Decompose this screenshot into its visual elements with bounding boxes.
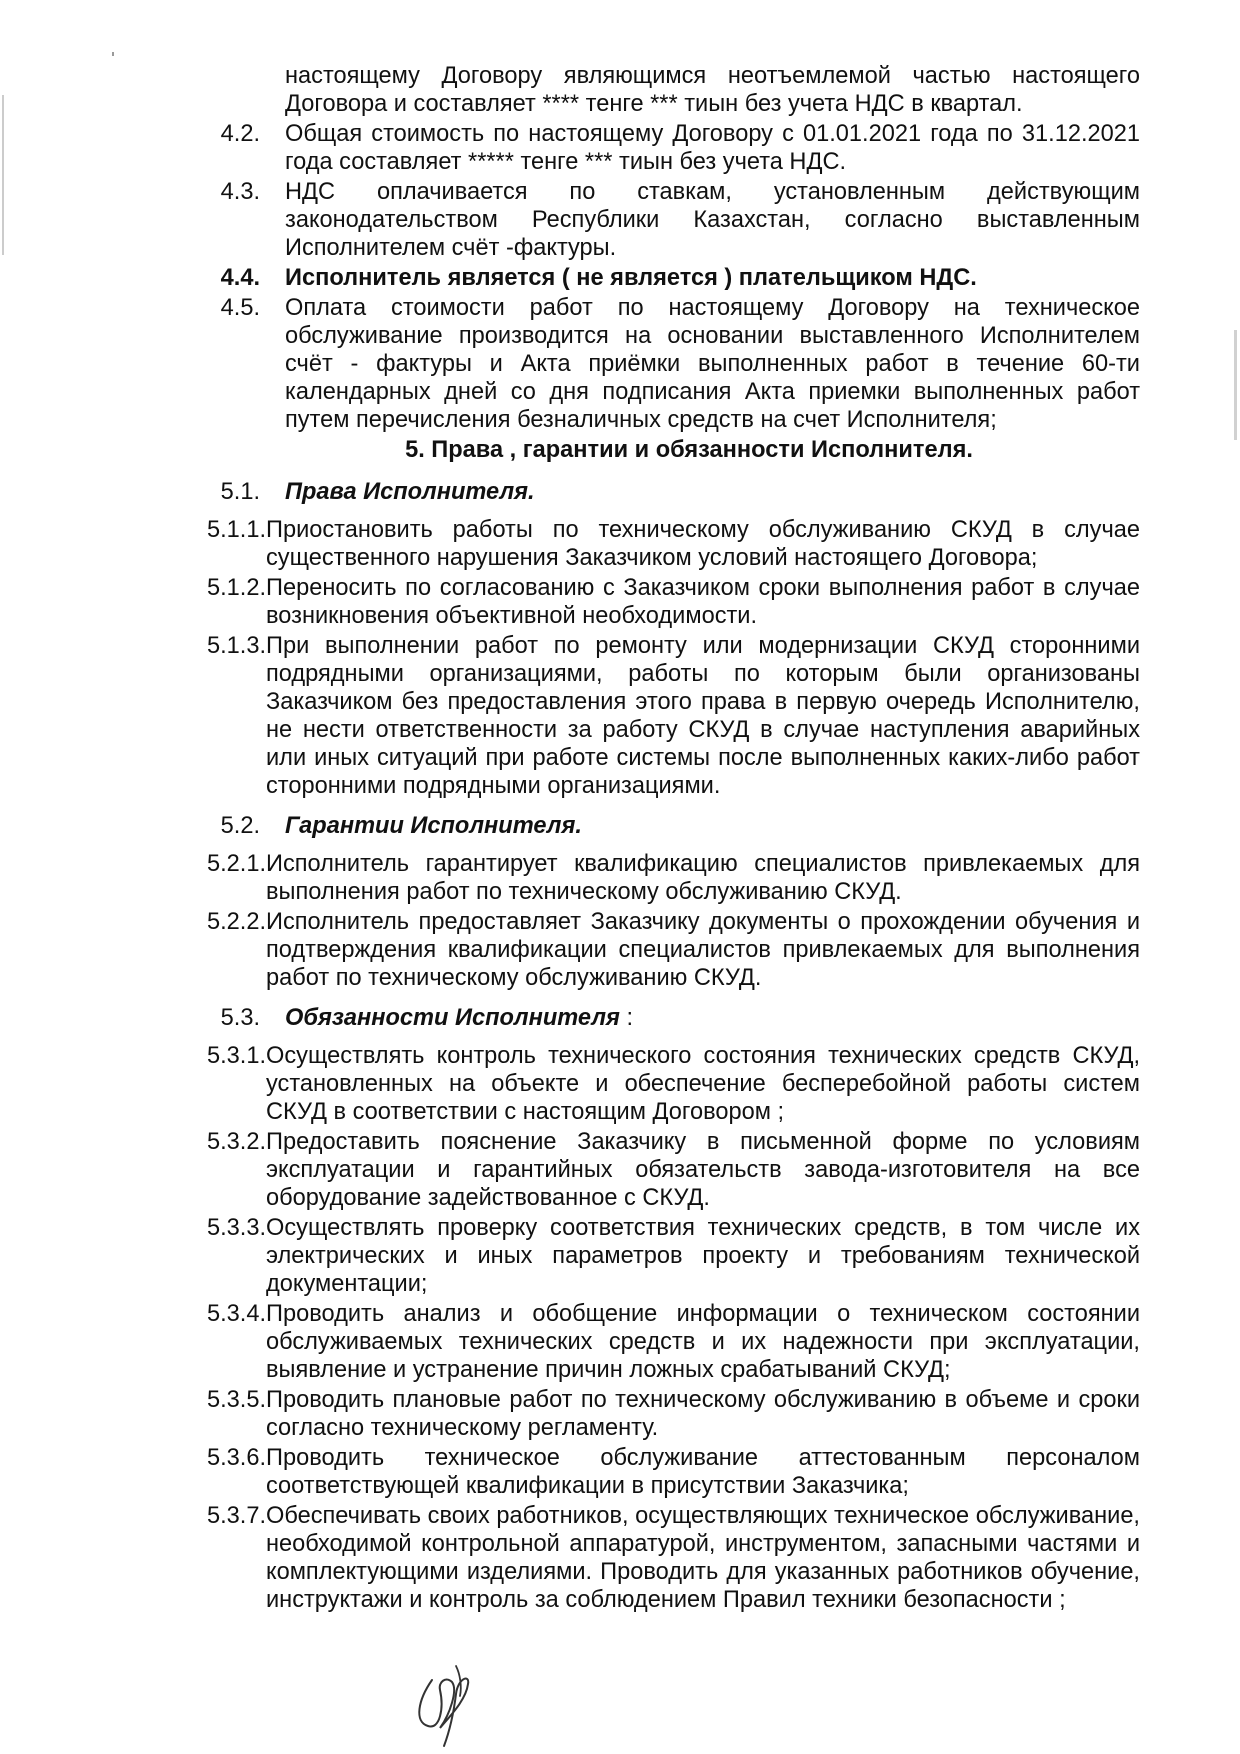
continuation-paragraph: настоящему Договору являющимся неотъемлемой частью настоящего Договора и составляет **** тенге *** тиын без учета НДС в квартал. — [285, 63, 1140, 117]
document-body — [180, 62, 1140, 1616]
clause-text: Проводить анализ и обобщение информации о техническом состоянии обслуживаемых технических средств и их надежности при эксплуатации, выявление и устранение причин ложных срабатываний СКУД; — [266, 1301, 1140, 1383]
clause-number: 5.3.4. — [206, 1301, 266, 1327]
clause-number: 5.1.1. — [206, 517, 266, 543]
clause-4-2 — [180, 120, 1140, 176]
subsection-title: Гарантии Исполнителя. — [285, 813, 582, 839]
scan-dot — [112, 52, 114, 56]
scan-edge-mark-left — [2, 95, 4, 255]
handwritten-initials-signature — [410, 1660, 480, 1750]
clause-number: 4.5. — [220, 295, 260, 321]
clause-number: 5.3.7. — [206, 1503, 266, 1529]
clause-text: Общая стоимость по настоящему Договору с 01.01.2021 года по 31.12.2021 года составляет ***** тенге *** тиын без учета НДС. — [285, 121, 1140, 175]
clause-text: При выполнении работ по ремонту или модернизации СКУД сторонними подрядными организациями, работы по которым были организованы Заказчиком без предоставления этого права в первую очередь Исполнителю, не нести ответственности за работу СКУД в случае наступления аварийных или иных ситуаций при работе системы после выполненных каких-либо работ сторонними подрядными организациями. — [266, 633, 1140, 799]
clause-5-1-1 — [180, 516, 1140, 572]
subsection-title-suffix: : — [619, 1005, 634, 1031]
clause-text: Приостановить работы по техническому обслуживанию СКУД в случае существенного нарушения Заказчиком условий настоящего Договора; — [266, 517, 1140, 571]
scan-edge-mark-right — [1234, 330, 1237, 440]
clause-number: 5.2.2. — [206, 909, 266, 935]
clause-text: Исполнитель гарантирует квалификацию специалистов привлекаемых для выполнения работ по техническому обслуживанию СКУД. — [266, 851, 1140, 905]
clause-text: Исполнитель является ( не является ) плательщиком НДС. — [285, 265, 977, 291]
clause-number: 4.4. — [220, 265, 260, 291]
clause-number: 4.2. — [220, 121, 260, 147]
clause-number: 5.3.5. — [206, 1387, 266, 1413]
clause-text: Исполнитель предоставляет Заказчику документы о прохождении обучения и подтверждения квалификации специалистов привлекаемых для выполнения работ по техническому обслуживанию СКУД. — [266, 909, 1140, 991]
clause-4-5 — [180, 294, 1140, 434]
clause-5-3-5 — [180, 1386, 1140, 1442]
clause-5-3-2 — [180, 1128, 1140, 1212]
clause-number: 5.1.2. — [206, 575, 266, 601]
section-5-heading: 5. Права , гарантии и обязанности Исполнителя. — [405, 437, 973, 463]
clause-number: 4.3. — [220, 179, 260, 205]
clause-number: 5.3.1. — [206, 1043, 266, 1069]
clause-number: 5.3.3. — [206, 1215, 266, 1241]
clause-5-3-7 — [180, 1502, 1140, 1614]
clause-text: Оплата стоимости работ по настоящему Договору на техническое обслуживание производится на основании выставленного Исполнителем счёт - фактуры и Акта приёмки выполненных работ в течение 60-ти календарных дней со дня подписания Акта приемки выполненных работ путем перечисления безналичных средств на счет Исполнителя; — [285, 295, 1140, 433]
clause-text: Предоставить пояснение Заказчику в письменной форме по условиям эксплуатации и гарантийных обязательств завода-изготовителя на все оборудование задействованное с СКУД. — [266, 1129, 1140, 1211]
clause-5-3-4 — [180, 1300, 1140, 1384]
clause-5-2-2 — [180, 908, 1140, 992]
clause-number: 5.2.1. — [206, 851, 266, 877]
clause-text: Проводить техническое обслуживание аттестованным персоналом соответствующей квалификации в присутствии Заказчика; — [266, 1445, 1140, 1499]
clause-text: Проводить плановые работ по техническому обслуживанию в объеме и сроки согласно техническому регламенту. — [266, 1387, 1140, 1441]
clause-5-2-1 — [180, 850, 1140, 906]
subsection-title: Обязанности Исполнителя — [285, 1005, 620, 1031]
clause-number: 5.1.3. — [206, 633, 266, 659]
clause-5-3-1 — [180, 1042, 1140, 1126]
clause-text: Обеспечивать своих работников, осуществляющих техническое обслуживание, необходимой контрольной аппаратурой, инструментом, запасными частями и комплектующими изделиями. Проводить для указанных работников обучение, инструктажи и контроль за соблюдением Правил техники безопасности ; — [266, 1503, 1140, 1613]
clause-text: Осуществлять контроль технического состояния технических средств СКУД, установленных на объекте и обеспечение бесперебойной работы систем СКУД в соответствии с настоящим Договором ; — [266, 1043, 1140, 1125]
clause-4-4 — [180, 264, 1140, 292]
clause-text: Осуществлять проверку соответствия технических средств, в том числе их электрических и иных параметров проекту и требованиям технической документации; — [266, 1215, 1140, 1297]
subsection-5-2-heading — [180, 812, 1140, 840]
clause-5-3-6 — [180, 1444, 1140, 1500]
clause-5-1-2 — [180, 574, 1140, 630]
clause-5-1-3 — [180, 632, 1140, 800]
subsection-title: Права Исполнителя. — [285, 479, 535, 505]
clause-number: 5.3.6. — [206, 1445, 266, 1471]
clause-text: Переносить по согласованию с Заказчиком сроки выполнения работ в случае возникновения объективной необходимости. — [266, 575, 1140, 629]
subsection-number: 5.1. — [220, 479, 260, 505]
subsection-5-3-heading — [180, 1004, 1140, 1032]
subsection-number: 5.3. — [220, 1005, 260, 1031]
subsection-5-1-heading — [180, 478, 1140, 506]
clause-5-3-3 — [180, 1214, 1140, 1298]
clause-number: 5.3.2. — [206, 1129, 266, 1155]
subsection-number: 5.2. — [220, 813, 260, 839]
clause-text: НДС оплачивается по ставкам, установленным действующим законодательством Республики Казахстан, согласно выставленным Исполнителем счёт -фактуры. — [285, 179, 1140, 261]
clause-4-3 — [180, 178, 1140, 262]
